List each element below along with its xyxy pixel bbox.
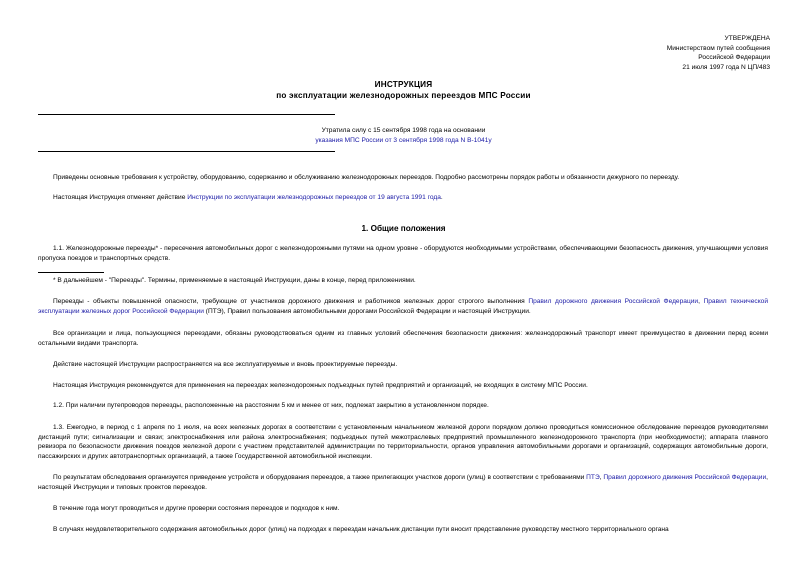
traffic-rules-link[interactable]: Правил дорожного движения Российской Федерации <box>528 298 699 305</box>
status-note <box>0 126 807 145</box>
title-line-2: по эксплуатации железнодорожных переездов МПС России <box>276 91 531 100</box>
title-line-1: ИНСТРУКЦИЯ <box>374 80 433 89</box>
instruction-1991-link[interactable]: Инструкции по эксплуатации железнодорожных переездов от 19 августа 1991 года <box>187 194 441 201</box>
paragraph-1-1: 1.1. Железнодорожные переезды* - пересечения автомобильных дорог с железнодорожными путями на одном уровне - оборудуются необходимыми устройствами, обеспечивающими безопасность движения, улучшающими условия пропуска поездов и транспортных средств. <box>38 245 768 262</box>
hazard-end: (ПТЭ), Правил пользования автомобильными дорогами Российской Федерации и настоящей Инструкции. <box>203 307 531 315</box>
hazard-sep: , <box>698 298 704 305</box>
pte-rules-link[interactable]: Правил технической эксплуатации железных дорог Российской Федерации <box>38 298 769 315</box>
approval-line-1: УТВЕРЖДЕНА <box>724 35 770 42</box>
section-heading: 1. Общие положения <box>361 224 446 233</box>
intro-paragraph-2 <box>38 193 768 203</box>
footnote-divider <box>38 272 104 273</box>
pte-link[interactable]: ПТЭ <box>586 474 600 481</box>
results-end: , настоящей Инструкции и типовых проектов переездов. <box>38 474 769 491</box>
intro-p2-text: Настоящая Инструкция отменяет действие <box>53 194 188 201</box>
approval-block <box>550 34 770 72</box>
paragraph-hazard <box>38 297 768 316</box>
results-text: По результатам обследования организуется приведение устройств и оборудования переездов, а также прилегающих участков дороги (улиц) в соответствии с требованиями <box>53 474 587 481</box>
paragraph-results <box>38 473 768 492</box>
traffic-rules-link-2[interactable]: Правил дорожного движения Российской Федерации <box>603 474 767 481</box>
status-line-1: Утратила силу с 15 сентября 1998 года на основании <box>321 127 486 134</box>
status-link[interactable]: указания МПС России от 3 сентября 1998 года N В-1041у <box>315 136 492 144</box>
approval-line-3: Российской Федерации <box>698 54 770 62</box>
paragraph-recommend: Настоящая Инструкция рекомендуется для применения на переездах железнодорожных подъездных путей предприятий и организаций, не входящих в систему МПС России. <box>53 382 588 389</box>
paragraph-roads: В случаях неудовлетворительного содержания автомобильных дорог (улиц) на подходах к переездам начальник дистанции пути вносит представление руководству местного территориального органа <box>53 526 669 533</box>
paragraph-1-3: 1.3. Ежегодно, в период с 1 апреля по 1 июля, на всех железных дорогах в соответствии с установленным начальником железной дороги порядком должно проводиться комиссионное обследование переездов руководителями дистанций пути; сигнализации и связи; электроснабжения или района электроснабжения; подъездных путей межотраслевых предприятий промышленного железнодорожного транспорта (при необходимости); аппарата главного ревизора по безопасности движения поездов железной дороги с участием представителей администрации по территориальности, органов управления автомобильными дорогами и организаций, содержащих автомобильные дороги, пассажирских и других автотранспортных организаций, а также Государственной автомобильной инспекции. <box>38 424 768 460</box>
paragraph-priority: Все организации и лица, пользующиеся переездами, обязаны руководствоваться одним из главных условий обеспечения безопасности движения: железнодорожный транспорт имеет преимущество в движении перед всеми остальными видами транспорта. <box>38 330 768 347</box>
divider-bottom <box>38 151 335 152</box>
footnote: * В дальнейшем - "Переезды". Термины, применяемые в настоящей Инструкции, даны в конце, перед приложениями. <box>53 277 416 284</box>
document-title <box>0 79 807 101</box>
paragraph-1-2: 1.2. При наличии путепроводов переезды, расположенные на расстоянии 5 км и менее от них, подлежат закрытию в установленном порядке. <box>53 402 489 409</box>
divider-top <box>38 114 335 115</box>
results-sep: , <box>599 474 604 481</box>
paragraph-checks: В течение года могут проводиться и другие проверки состояния переездов и подходов к ним. <box>53 505 340 512</box>
intro-p2-end: . <box>440 194 443 201</box>
approval-line-4: 21 июля 1997 года N ЦП/483 <box>682 63 770 71</box>
paragraph-scope: Действие настоящей Инструкции распространяется на все эксплуатируемые и вновь проектируемые переезды. <box>53 361 398 368</box>
approval-line-2: Министерством путей сообщения <box>666 44 770 52</box>
hazard-text: Переезды - объекты повышенной опасности, требующие от участников дорожного движения и работников железных дорог строгого выполнения <box>53 298 529 305</box>
intro-paragraph-1: Приведены основные требования к устройству, оборудованию, содержанию и обслуживанию железнодорожных переездов. Подробно рассмотрены порядок работы и обязанности дежурного по переезду. <box>53 174 680 181</box>
